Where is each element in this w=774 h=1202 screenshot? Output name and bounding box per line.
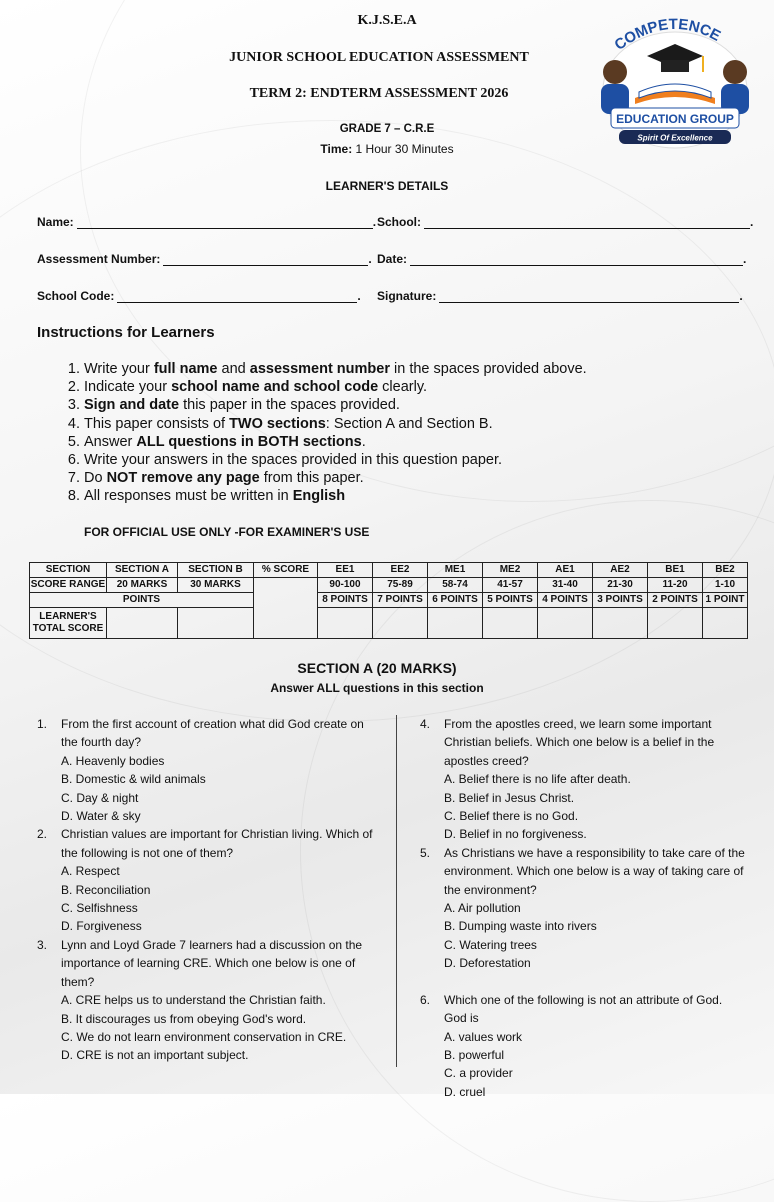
question-text: Which one of the following is not an attribute of God. God is bbox=[444, 992, 723, 1026]
points-cell: 4 POINTS bbox=[538, 593, 593, 608]
logo-top-text: COMPETENCE bbox=[611, 15, 724, 54]
question-item bbox=[37, 715, 377, 825]
signature-label: Signature: bbox=[377, 289, 437, 303]
level-cell: AE1 bbox=[538, 563, 593, 578]
level-cell: EE2 bbox=[373, 563, 428, 578]
section-a-title: SECTION A (20 MARKS) bbox=[297, 660, 457, 676]
question-body bbox=[61, 936, 377, 1065]
empty-cell[interactable] bbox=[483, 608, 538, 639]
answer-option[interactable]: C. Selfishness bbox=[61, 901, 138, 916]
logo-tagline: Spirit Of Excellence bbox=[637, 133, 713, 143]
question-number: 3. bbox=[37, 937, 48, 952]
instruction-text: : Section A and Section B. bbox=[325, 415, 493, 432]
header-pct-score: % SCORE bbox=[254, 563, 318, 578]
question-item bbox=[420, 715, 745, 844]
answer-option[interactable]: A. Belief there is no life after death. bbox=[444, 772, 631, 787]
question-text: Christian values are important for Christian living. Which of the following is not one of them? bbox=[61, 827, 373, 860]
instruction-emphasis: TWO sections bbox=[229, 415, 326, 432]
range-cell: 90-100 bbox=[318, 578, 373, 593]
question-body bbox=[61, 825, 377, 935]
instruction-text: . bbox=[361, 433, 366, 450]
term-title: TERM 2: ENDTERM ASSESSMENT 2026 bbox=[249, 86, 509, 101]
school-label: School: bbox=[377, 215, 421, 229]
exam-body-title: K.J.S.E.A bbox=[357, 13, 417, 28]
question-body bbox=[444, 844, 745, 973]
question-item bbox=[420, 844, 745, 973]
instruction-text: Answer bbox=[84, 433, 137, 450]
score-table bbox=[29, 562, 748, 639]
instruction-text: clearly. bbox=[378, 379, 428, 396]
section-b-score-cell[interactable] bbox=[178, 608, 254, 639]
question-item bbox=[37, 825, 377, 935]
signature-row: Signature: . bbox=[377, 289, 743, 303]
instruction-text: Write your bbox=[84, 361, 154, 377]
instruction-text: in the spaces provided above. bbox=[389, 361, 587, 377]
section-a-subtitle: Answer ALL questions in this section bbox=[270, 681, 484, 695]
level-cell: EE1 bbox=[318, 563, 373, 578]
points-label: POINTS bbox=[30, 593, 254, 608]
header-section-b: SECTION B bbox=[178, 563, 254, 578]
answer-option[interactable]: B. powerful bbox=[444, 1047, 505, 1062]
answer-option[interactable]: D. Forgiveness bbox=[61, 919, 142, 934]
instruction-text: All responses must be written in bbox=[84, 488, 293, 505]
answer-option[interactable]: D. Deforestation bbox=[444, 956, 531, 971]
instruction-text: and bbox=[217, 361, 250, 377]
date-field-row: Date: . bbox=[377, 252, 747, 266]
instruction-item bbox=[84, 469, 724, 487]
question-body bbox=[444, 991, 745, 1101]
instruction-emphasis: assessment number bbox=[249, 361, 390, 377]
empty-cell[interactable] bbox=[703, 608, 748, 639]
time-value: 1 Hour 30 Minutes bbox=[352, 142, 454, 156]
question-text: Lynn and Loyd Grade 7 learners had a discussion on the importance of learning CRE. Which one below is one of them? bbox=[61, 937, 363, 989]
instruction-item bbox=[84, 487, 724, 505]
range-cell: 31-40 bbox=[538, 578, 593, 593]
instructions-title: Instructions for Learners bbox=[37, 324, 215, 341]
range-cell: 21-30 bbox=[593, 578, 648, 593]
range-cell: 75-89 bbox=[373, 578, 428, 593]
header-section: SECTION bbox=[30, 563, 107, 578]
learners-total-line1: LEARNER'S bbox=[39, 611, 97, 622]
level-cell: AE2 bbox=[593, 563, 648, 578]
learners-total-line2: TOTAL SCORE bbox=[32, 623, 104, 634]
questions-left-column bbox=[37, 715, 377, 1065]
answer-option[interactable]: B. Domestic & wild animals bbox=[61, 772, 206, 787]
answer-option[interactable]: D. Water & sky bbox=[61, 809, 141, 824]
points-cell: 5 POINTS bbox=[483, 593, 538, 608]
question-item bbox=[420, 991, 745, 1101]
question-body bbox=[61, 715, 377, 825]
answer-option[interactable]: A. CRE helps us to understand the Christian faith. bbox=[61, 993, 326, 1008]
assessment-number-label: Assessment Number: bbox=[37, 252, 161, 266]
instruction-item bbox=[84, 396, 724, 414]
questions-right-column bbox=[420, 715, 745, 1101]
answer-option[interactable]: D. Belief in no forgiveness. bbox=[444, 827, 587, 842]
name-label: Name: bbox=[37, 215, 74, 229]
answer-option[interactable]: C. a provider bbox=[444, 1066, 513, 1081]
empty-cell[interactable] bbox=[593, 608, 648, 639]
school-field-row: School: . bbox=[377, 215, 754, 229]
range-cell: 41-57 bbox=[483, 578, 538, 593]
assessment-number-field[interactable] bbox=[163, 254, 368, 266]
answer-option[interactable]: B. Dumping waste into rivers bbox=[444, 919, 597, 934]
instruction-emphasis: school name and school code bbox=[171, 379, 379, 396]
empty-cell[interactable] bbox=[648, 608, 703, 639]
answer-option[interactable]: A. values work bbox=[444, 1029, 523, 1044]
level-cell: ME1 bbox=[428, 563, 483, 578]
instruction-item bbox=[84, 360, 724, 378]
instruction-emphasis: English bbox=[292, 488, 346, 505]
answer-option[interactable]: A. Air pollution bbox=[444, 901, 521, 916]
level-cell: BE1 bbox=[648, 563, 703, 578]
date-field[interactable] bbox=[410, 254, 743, 266]
answer-option[interactable]: C. We do not learn environment conservation in CRE. bbox=[61, 1029, 347, 1044]
question-number: 4. bbox=[420, 717, 431, 731]
answer-option[interactable]: D. CRE is not an important subject. bbox=[61, 1048, 249, 1063]
level-cell: ME2 bbox=[483, 563, 538, 578]
question-body bbox=[444, 715, 745, 844]
answer-option[interactable]: C. Watering trees bbox=[444, 937, 537, 952]
question-item bbox=[37, 936, 377, 1065]
empty-cell[interactable] bbox=[538, 608, 593, 639]
points-cell: 8 POINTS bbox=[318, 593, 373, 608]
instruction-item bbox=[84, 378, 724, 396]
question-number: 5. bbox=[420, 845, 431, 860]
instruction-emphasis: Sign and date bbox=[84, 397, 180, 414]
date-label: Date: bbox=[377, 252, 408, 266]
answer-option[interactable]: A. Heavenly bodies bbox=[61, 753, 165, 768]
instruction-text: Indicate your bbox=[84, 379, 172, 396]
instruction-emphasis: full name bbox=[153, 361, 218, 377]
instruction-text: this paper in the spaces provided. bbox=[179, 397, 400, 414]
instruction-emphasis: NOT remove any page bbox=[106, 470, 260, 487]
school-field[interactable] bbox=[424, 217, 750, 229]
instruction-text: from this paper. bbox=[259, 470, 364, 487]
learners-total-score-label bbox=[30, 608, 107, 639]
header-section-a: SECTION A bbox=[107, 563, 178, 578]
competence-education-group-logo bbox=[585, 12, 765, 150]
section-a-marks: 20 MARKS bbox=[107, 578, 178, 593]
instruction-item bbox=[84, 451, 724, 469]
logo-main-text: EDUCATION GROUP bbox=[616, 112, 734, 126]
level-cell: BE2 bbox=[703, 563, 748, 578]
assessment-number-row: Assessment Number: . bbox=[37, 252, 372, 266]
answer-option[interactable]: C. Belief there is no God. bbox=[444, 809, 579, 824]
answer-option[interactable]: A. Respect bbox=[61, 864, 120, 879]
question-text: As Christians we have a responsibility to take care of the environment. Which one below is a way of taking care of the environment? bbox=[444, 845, 745, 897]
signature-field[interactable] bbox=[439, 291, 739, 303]
name-field[interactable] bbox=[77, 217, 373, 229]
school-code-label: School Code: bbox=[37, 289, 115, 303]
question-text: From the first account of creation what did God create on the fourth day? bbox=[61, 717, 364, 750]
section-b-marks: 30 MARKS bbox=[178, 578, 254, 593]
empty-cell[interactable] bbox=[428, 608, 483, 639]
column-divider bbox=[396, 715, 397, 1067]
question-number: 2. bbox=[37, 827, 48, 842]
instruction-emphasis: ALL questions in BOTH sections bbox=[136, 433, 362, 450]
name-field-row: Name: . bbox=[37, 215, 377, 229]
range-cell: 11-20 bbox=[648, 578, 703, 593]
answer-option[interactable]: D. cruel bbox=[444, 1084, 486, 1099]
section-a-score-cell[interactable] bbox=[107, 608, 178, 639]
range-cell: 1-10 bbox=[703, 578, 748, 593]
points-cell: 2 POINTS bbox=[648, 593, 703, 608]
grade-subject: GRADE 7 – C.R.E bbox=[339, 123, 435, 135]
answer-option[interactable]: B. It discourages us from obeying God's word. bbox=[61, 1011, 307, 1026]
pct-score-cell[interactable] bbox=[254, 578, 318, 639]
instruction-text: Do bbox=[84, 470, 107, 487]
points-cell: 6 POINTS bbox=[428, 593, 483, 608]
instruction-item bbox=[84, 415, 724, 433]
range-cell: 58-74 bbox=[428, 578, 483, 593]
points-cell: 7 POINTS bbox=[373, 593, 428, 608]
time-label: Time: bbox=[320, 142, 353, 156]
instruction-item bbox=[84, 433, 724, 451]
answer-option[interactable]: C. Day & night bbox=[61, 790, 139, 805]
question-text: From the apostles creed, we learn some important Christian beliefs. Which one below is a belief in the apostles creed? bbox=[444, 717, 715, 768]
school-code-field[interactable] bbox=[117, 291, 357, 303]
points-cell: 1 POINT bbox=[703, 593, 748, 608]
answer-option[interactable]: B. Reconciliation bbox=[61, 882, 151, 897]
question-number: 6. bbox=[420, 992, 431, 1007]
instruction-text: Write your answers in the spaces provided in this question paper. bbox=[84, 452, 503, 469]
instructions-list bbox=[46, 360, 724, 506]
instruction-text: This paper consists of bbox=[84, 415, 230, 432]
school-code-row: School Code: . bbox=[37, 289, 361, 303]
score-range-label: SCORE RANGE bbox=[30, 578, 107, 593]
points-cell: 3 POINTS bbox=[593, 593, 648, 608]
empty-cell[interactable] bbox=[318, 608, 373, 639]
empty-cell[interactable] bbox=[373, 608, 428, 639]
answer-option[interactable]: B. Belief in Jesus Christ. bbox=[444, 790, 575, 805]
assessment-title: JUNIOR SCHOOL EDUCATION ASSESSMENT bbox=[229, 50, 529, 65]
learners-details-heading: LEARNER'S DETAILS bbox=[325, 179, 449, 193]
question-number: 1. bbox=[37, 717, 48, 731]
official-use-heading: FOR OFFICIAL USE ONLY -FOR EXAMINER'S USE bbox=[84, 525, 370, 539]
